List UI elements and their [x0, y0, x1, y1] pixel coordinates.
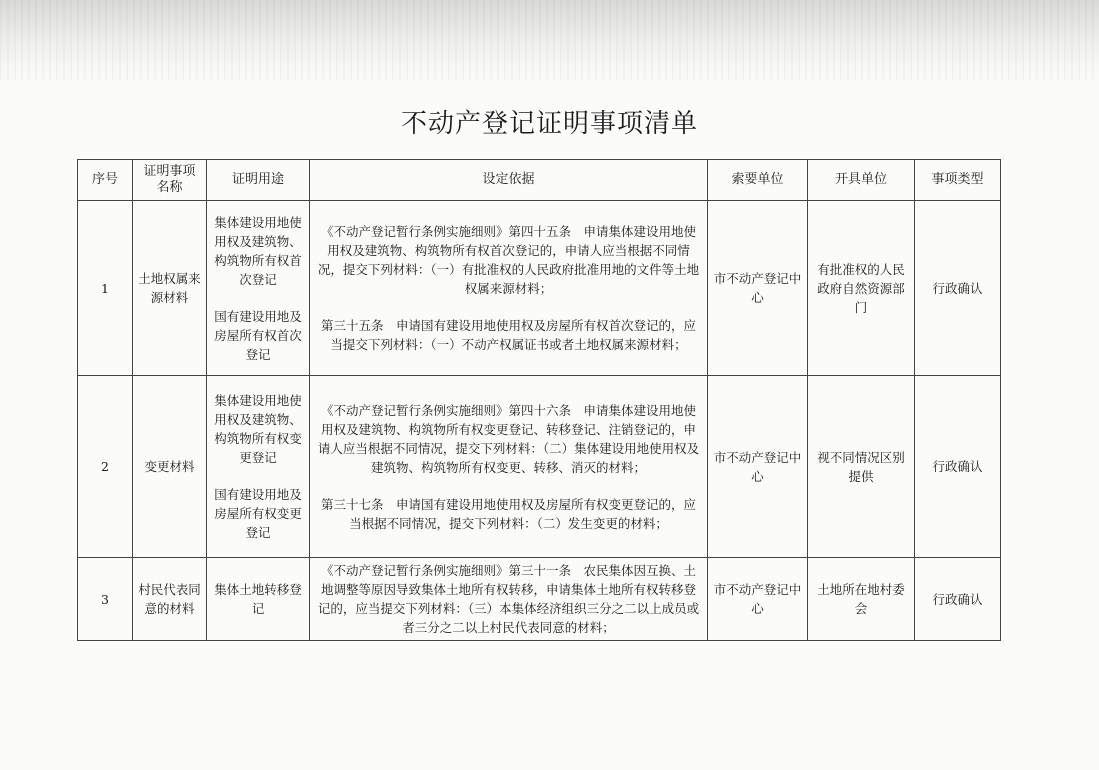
- row-name: 村民代表同意的材料: [133, 558, 207, 641]
- row-no: 2: [78, 376, 133, 558]
- header-requester: 索要单位: [708, 160, 808, 201]
- header-issuer: 开具单位: [808, 160, 915, 201]
- scan-noise: [0, 0, 1099, 80]
- header-no: 序号: [78, 160, 133, 201]
- spacer: [212, 289, 304, 307]
- document-title: 不动产登记证明事项清单: [400, 109, 698, 139]
- basis-text: 第三十七条 申请国有建设用地使用权及房屋所有权变更登记的，应当根据不同情况，提交下列材料：（二）发生变更的材料；: [320, 496, 696, 531]
- purpose-text: 集体建设用地使用权及建筑物、构筑物所有权变更登记: [214, 393, 302, 465]
- row-issuer: 视不同情况区别提供: [808, 376, 915, 558]
- row-requester: 市不动产登记中心: [708, 201, 808, 376]
- row-basis: [310, 376, 708, 558]
- certification-items-table: [77, 159, 1001, 641]
- header-type: 事项类型: [915, 160, 1001, 201]
- row-issuer: 有批准权的人民政府自然资源部门: [808, 201, 915, 376]
- row-issuer: 土地所在地村委会: [808, 558, 915, 641]
- row-name: 变更材料: [133, 376, 207, 558]
- spacer: [315, 298, 702, 316]
- table-row: [78, 558, 1001, 641]
- spacer: [212, 467, 304, 485]
- row-type: 行政确认: [915, 201, 1001, 376]
- row-requester: 市不动产登记中心: [708, 376, 808, 558]
- table-header-row: [78, 160, 1001, 201]
- row-type: 行政确认: [915, 376, 1001, 558]
- row-basis: [310, 558, 708, 641]
- row-no: 3: [78, 558, 133, 641]
- spacer: [315, 477, 702, 495]
- header-purpose: 证明用途: [207, 160, 310, 201]
- row-purpose: [207, 376, 310, 558]
- row-purpose: 集体土地转移登记: [207, 558, 310, 641]
- row-no: 1: [78, 201, 133, 376]
- row-basis: [310, 201, 708, 376]
- row-requester: 市不动产登记中心: [708, 558, 808, 641]
- basis-text: 《不动产登记暂行条例实施细则》第三十一条 农民集体因互换、土地调整等原因导致集体土地所有权转移，申请集体土地所有权转移登记的，应当提交下列材料：（三）本集体经济组织三分之二以上成员或者三分之二以上村民代表同意的材料；: [317, 563, 700, 635]
- basis-text: 《不动产登记暂行条例实施细则》第四十六条 申请集体建设用地使用权及建筑物、构筑物所有权变更登记、转移登记、注销登记的，申请人应当根据不同情况，提交下列材料：（二）集体建设用地使用权及建筑物、构筑物所有权变更、转移、消灭的材料；: [317, 402, 700, 475]
- purpose-text: 国有建设用地及房屋所有权变更登记: [214, 487, 302, 540]
- purpose-text: 集体建设用地使用权及建筑物、构筑物所有权首次登记: [214, 214, 302, 287]
- basis-text: 第三十五条 申请国有建设用地使用权及房屋所有权首次登记的，应当提交下列材料：（一）不动产权属证书或者土地权属来源材料；: [320, 318, 696, 352]
- row-type: 行政确认: [915, 558, 1001, 641]
- purpose-text: 国有建设用地及房屋所有权首次登记: [214, 308, 302, 362]
- header-basis: 设定依据: [310, 160, 708, 201]
- row-purpose: [207, 201, 310, 376]
- table-row: [78, 201, 1001, 376]
- basis-text: 《不动产登记暂行条例实施细则》第四十五条 申请集体建设用地使用权及建筑物、构筑物所有权首次登记的，申请人应当根据不同情况，提交下列材料：（一）有批准权的人民政府批准用地的文件等土地权属来源材料；: [317, 224, 700, 296]
- table-row: [78, 376, 1001, 558]
- row-name: 土地权属来源材料: [133, 201, 207, 376]
- header-name: 证明事项名称: [133, 160, 207, 201]
